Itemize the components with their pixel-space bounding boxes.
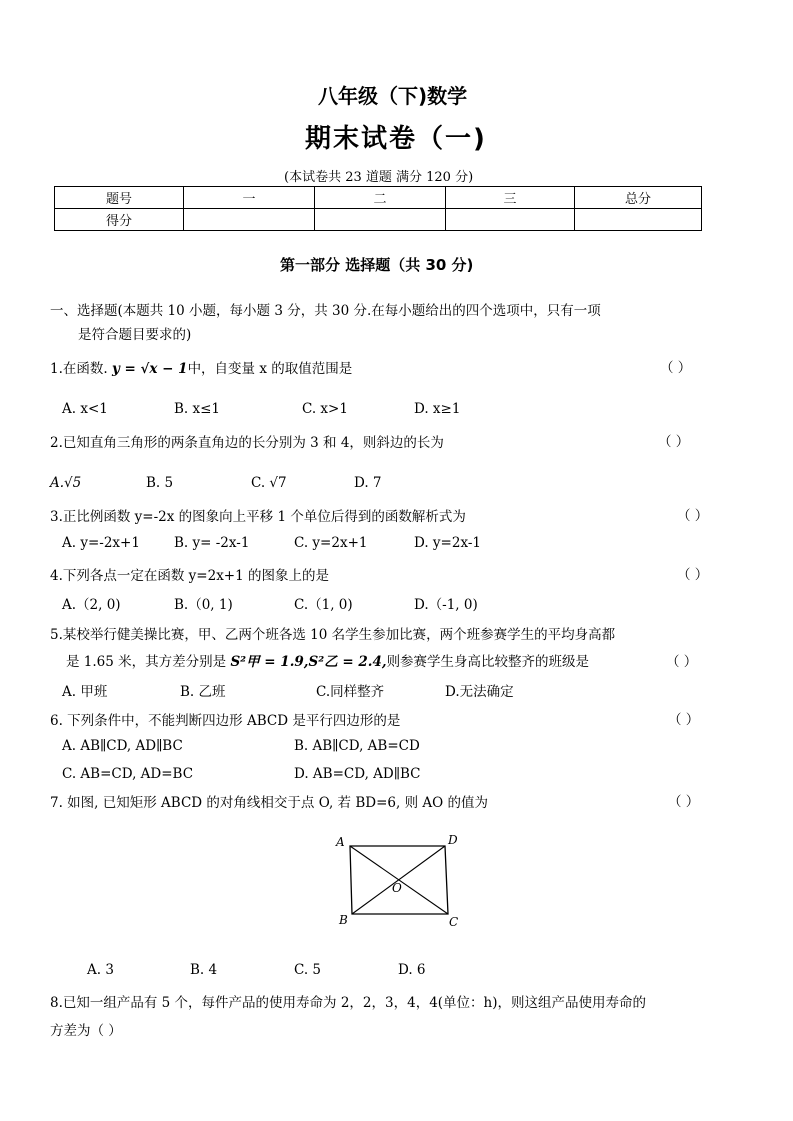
option-a: A. x<1 [62, 401, 108, 417]
score-header-cell: 一 [184, 187, 315, 209]
label-b: B [339, 913, 348, 927]
diagonal-bd [352, 846, 445, 914]
option-b: B. y= -2x-1 [174, 535, 250, 551]
question-1-formula: y = √x − 1 [111, 361, 188, 377]
option-a: A. 3 [87, 962, 114, 978]
question-5-text: 是 1.65 米，其方差分别是 [66, 654, 231, 670]
score-cell[interactable] [184, 209, 315, 231]
option-d: D.（-1, 0) [414, 597, 478, 613]
rectangle-diagram [330, 828, 470, 938]
option-a: A.√5 [50, 475, 82, 491]
option-c: C. y=2x+1 [294, 535, 368, 551]
answer-parenthesis: （ ） [666, 654, 698, 670]
option-b: B. x≤1 [174, 401, 221, 417]
option-b: B. AB∥CD, AB=CD [294, 738, 420, 754]
answer-parenthesis: （ ） [668, 712, 700, 728]
score-cell[interactable] [446, 209, 575, 231]
score-header-cell: 三 [446, 187, 575, 209]
option-c: C. √7 [251, 475, 287, 491]
label-c: C [449, 915, 459, 929]
score-cell[interactable] [575, 209, 702, 231]
score-header-cell: 题号 [55, 187, 184, 209]
title-exam: 期末试卷（一) [305, 124, 487, 154]
option-b: B. 5 [146, 475, 174, 491]
option-a: A.（2, 0) [62, 597, 121, 613]
option-a: A. AB∥CD, AD∥BC [62, 738, 183, 754]
option-d: D.无法确定 [445, 684, 514, 700]
answer-parenthesis: （ ） [660, 360, 692, 376]
option-b: B. 4 [190, 962, 218, 978]
question-1-text-cont: 中，自变量 x 的取值范围是 [187, 361, 353, 377]
option-c: C. AB=CD, AD=BC [62, 766, 194, 782]
score-row-label: 得分 [55, 209, 184, 231]
score-header-cell: 二 [315, 187, 446, 209]
score-table [54, 186, 702, 231]
answer-parenthesis: （ ） [677, 567, 709, 583]
option-d: D. 6 [398, 962, 426, 978]
answer-parenthesis: （ ） [668, 794, 700, 810]
question-5-cont [66, 650, 589, 670]
question-1 [50, 357, 352, 377]
question-5: 5.某校举行健美操比赛，甲、乙两个班各选 10 名学生参加比赛，两个班参赛学生的平均身高都 [50, 627, 616, 643]
question-5-text-cont: 则参赛学生身高比较整齐的班级是 [386, 654, 590, 670]
label-a: A [336, 835, 345, 849]
label-d: D [448, 833, 458, 847]
option-c: C.同样整齐 [316, 684, 385, 700]
score-table-score-row [55, 209, 702, 231]
answer-parenthesis: （ ） [658, 434, 690, 450]
exam-subtitle: (本试卷共 23 道题 满分 120 分) [284, 170, 474, 185]
option-d: D. 7 [354, 475, 382, 491]
question-8-cont: 方差为（ ） [50, 1023, 122, 1039]
variance-formula: S²甲 = 1.9,S²乙 = 2.4, [230, 654, 387, 670]
part1-title: 第一部分 选择题（共 30 分) [280, 256, 474, 274]
option-d: D. x≥1 [414, 401, 461, 417]
question-3: 3.正比例函数 y=-2x 的图象向上平移 1 个单位后得到的函数解析式为 [50, 509, 466, 525]
label-o: O [392, 881, 402, 895]
option-b: B.（0, 1) [174, 597, 233, 613]
question-7: 7. 如图, 已知矩形 ABCD 的对角线相交于点 O, 若 BD=6, 则 AO 的值为 [50, 795, 488, 811]
option-b: B. 乙班 [180, 684, 226, 700]
option-a: A. 甲班 [62, 684, 108, 700]
option-a: A. y=-2x+1 [62, 535, 140, 551]
option-c: C. x>1 [302, 401, 348, 417]
question-1-text: 1.在函数. [50, 361, 112, 377]
question-2: 2.已知直角三角形的两条直角边的长分别为 3 和 4，则斜边的长为 [50, 435, 444, 451]
section-instructions-cont: 是符合题目要求的) [78, 327, 192, 343]
score-cell[interactable] [315, 209, 446, 231]
question-8: 8.已知一组产品有 5 个，每件产品的使用寿命为 2，2，3，4，4(单位：h)，则这组产品使用寿命的 [50, 995, 647, 1011]
score-table-header-row [55, 187, 702, 209]
question-4: 4.下列各点一定在函数 y=2x+1 的图象上的是 [50, 568, 330, 584]
option-c: C.（1, 0) [294, 597, 353, 613]
option-c: C. 5 [294, 962, 322, 978]
title-grade: 八年级（下)数学 [318, 84, 468, 108]
option-d: D. y=2x-1 [414, 535, 481, 551]
question-6: 6. 下列条件中，不能判断四边形 ABCD 是平行四边形的是 [50, 713, 401, 729]
option-d: D. AB=CD, AD∥BC [294, 766, 421, 782]
section-instructions: 一、选择题(本题共 10 小题，每小题 3 分，共 30 分.在每小题给出的四个选项中，只有一项 [50, 303, 601, 319]
answer-parenthesis: （ ） [677, 508, 709, 524]
score-header-cell: 总分 [575, 187, 702, 209]
